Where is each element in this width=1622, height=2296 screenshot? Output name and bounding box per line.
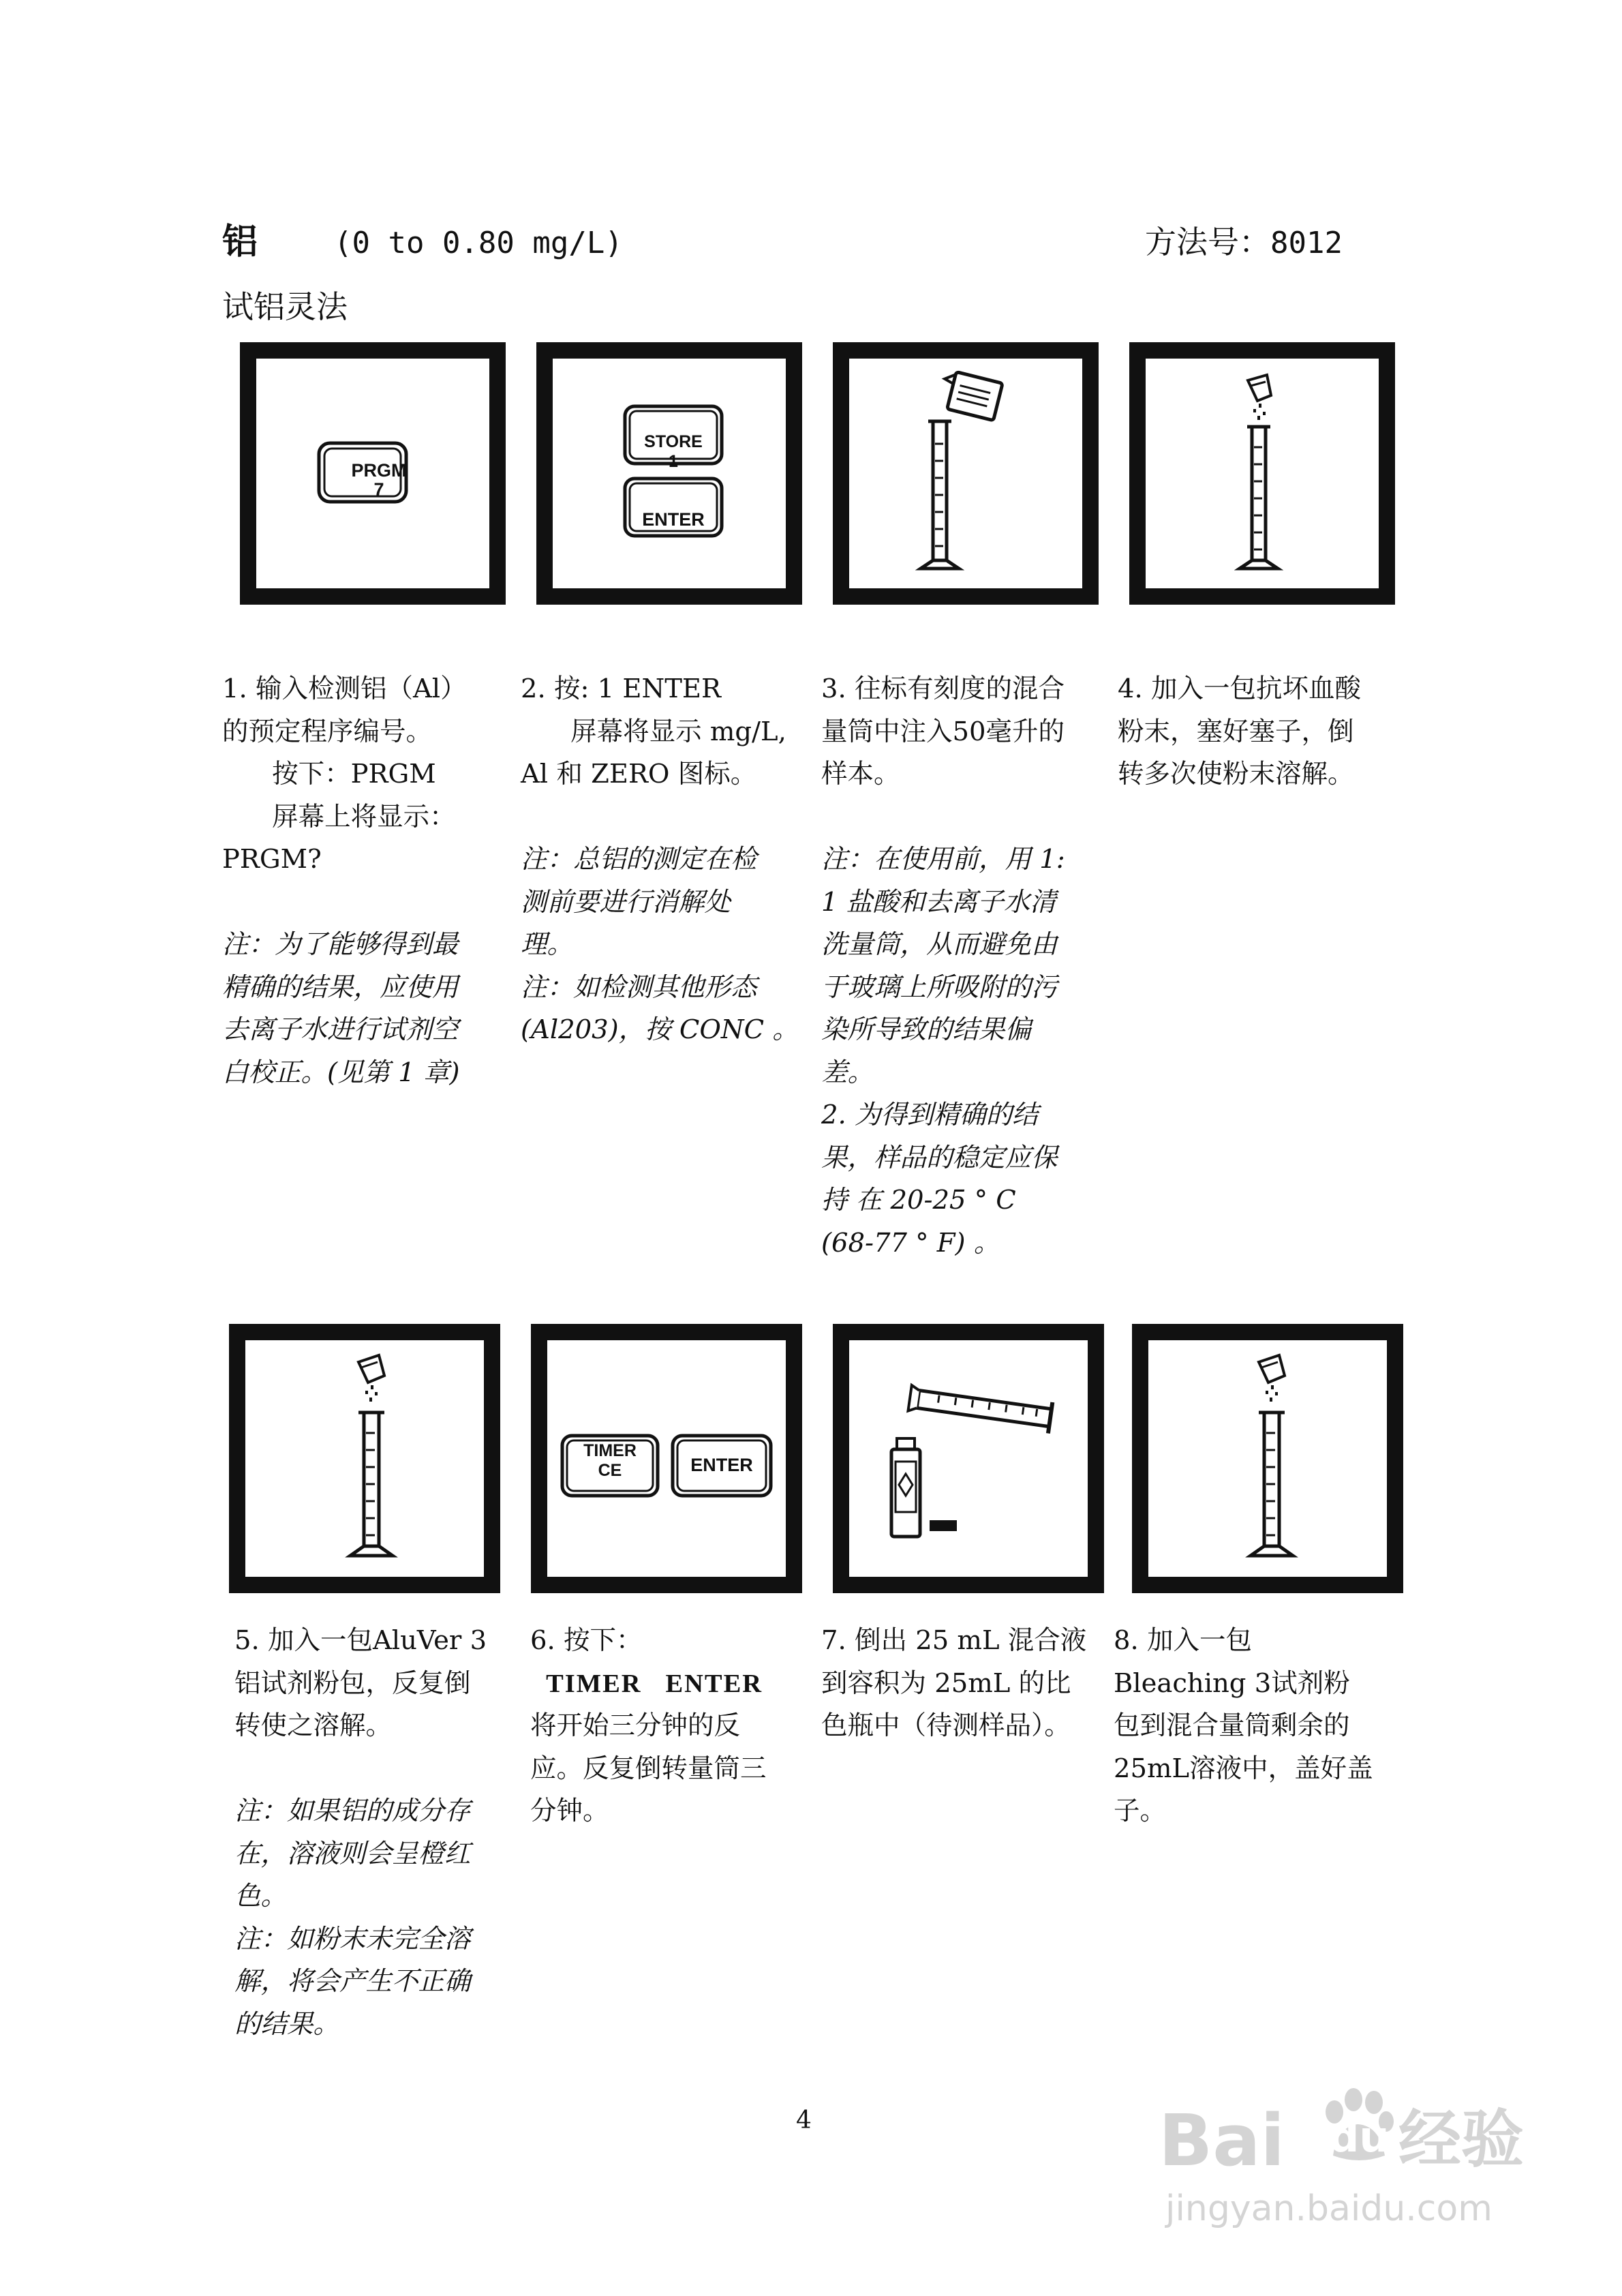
- step-3-note: 果，样品的稳定应保: [821, 1142, 1058, 1173]
- step-2-note: (Al203)，按 CONC 。: [521, 1014, 799, 1045]
- step-4-line: 4. 加入一包抗坏血酸: [1118, 674, 1361, 704]
- method-label: 方法号：: [1145, 224, 1270, 260]
- illustration-panel-3: [833, 342, 1099, 605]
- step-2: [521, 668, 806, 1052]
- illustration-panel-8: [1132, 1324, 1403, 1593]
- step-6: [530, 1620, 815, 1833]
- step-3-note: 1 盐酸和去离子水清: [821, 886, 1056, 918]
- step-6-line: 应。反复倒转量筒三: [530, 1753, 767, 1784]
- step-2-note: 测前要进行消解处: [521, 886, 731, 918]
- step-5-note: 注：如粉末未完全溶: [234, 1923, 471, 1954]
- step-3-note: 染所导致的结果偏: [821, 1014, 1032, 1045]
- prgm-key-label: PRGM: [351, 460, 407, 481]
- method-number-block: [1145, 222, 1343, 264]
- step-3-note: 于玻璃上所吸附的污: [821, 971, 1058, 1003]
- pour-sample-into-cylinder-icon: [849, 359, 1082, 588]
- step-5-line: 5. 加入一包AluVer 3: [234, 1625, 487, 1656]
- illustration-panel-2: [536, 342, 802, 605]
- element-title: 铝: [222, 222, 258, 262]
- step-3-line: 3. 往标有刻度的混合: [821, 674, 1065, 704]
- step-4-line: 转多次使粉末溶解。: [1118, 759, 1354, 789]
- step-3-note: (68-77 ° F) 。: [821, 1227, 1000, 1258]
- step-6-line: 分钟。: [530, 1796, 609, 1826]
- step-3-note: 2. 为得到精确的结: [821, 1100, 1039, 1130]
- step-1-note: 去离子水进行试剂空: [222, 1014, 459, 1045]
- step-3: [821, 668, 1106, 1265]
- enter-key-label: ENTER: [642, 509, 705, 530]
- step-4-line: 粉末，塞好塞子，倒: [1118, 716, 1354, 747]
- step-5-note: 色。: [234, 1881, 288, 1912]
- add-aluver-pillow-icon: [245, 1340, 484, 1577]
- step-5-note: 注：如果铝的成分存: [234, 1796, 471, 1826]
- step-1-note: 白校正。(见第 1 章): [222, 1057, 460, 1088]
- step-1: [222, 668, 507, 1094]
- step-3-note: 注：在使用前，用 1:: [821, 844, 1065, 875]
- step-7-line: 到容积为 25mL 的比: [821, 1667, 1071, 1699]
- add-powder-pillow-icon: [1146, 359, 1379, 588]
- illustration-panel-4: [1129, 342, 1395, 605]
- step-5: [234, 1620, 519, 2046]
- page-number: 4: [796, 2106, 812, 2134]
- step-3-note: 洗量筒，从而避免由: [821, 929, 1058, 960]
- step-3-line: 样本。: [821, 759, 900, 789]
- store-enter-keys-icon: [553, 359, 786, 588]
- ce-key-label: CE: [598, 1461, 622, 1480]
- step-3-note: 差。: [821, 1057, 874, 1088]
- add-bleaching-pillow-icon: [1148, 1340, 1387, 1577]
- step-8-line: 包到混合量筒剩余的: [1114, 1710, 1350, 1741]
- step-6-keywords: TIMER ENTER: [546, 1669, 763, 1698]
- step-8-line: 子。: [1114, 1796, 1167, 1826]
- step-5-line: 铝试剂粉包，反复倒: [234, 1667, 471, 1699]
- step-7: [821, 1620, 1106, 1748]
- baidu-jingyan-watermark: [1159, 2072, 1540, 2250]
- pour-into-sample-cell-icon: [849, 1340, 1088, 1577]
- step-2-line: 2. 按: 1 ENTER: [521, 674, 721, 704]
- step-7-line: 色瓶中（待测样品）。: [821, 1710, 1071, 1741]
- step-6-line: 6. 按下：: [530, 1625, 643, 1656]
- enter-key-label: ENTER: [690, 1455, 753, 1475]
- step-5-note: 在，溶液则会呈橙红: [234, 1838, 471, 1869]
- step-1-line: 的预定程序编号。: [222, 716, 433, 747]
- step-8-line: Bleaching 3试剂粉: [1114, 1667, 1350, 1699]
- method-name: 试铝灵法: [222, 288, 348, 325]
- store-key-number: 1: [669, 452, 678, 471]
- step-8-line: 8. 加入一包: [1114, 1625, 1252, 1656]
- store-key-label: STORE: [644, 432, 703, 451]
- step-5-note: 解，将会产生不正确: [234, 1966, 471, 1997]
- prgm-key-number: 7: [373, 479, 384, 500]
- step-2-note: 理。: [521, 929, 574, 960]
- illustration-panel-7: [833, 1324, 1104, 1593]
- watermark-url: jingyan.baidu.com: [1165, 2188, 1493, 2229]
- measurement-range: (0 to 0.80 mg/L): [334, 226, 623, 260]
- step-1-display: PRGM?: [222, 844, 322, 875]
- step-2-display: Al 和 ZERO 图标。: [521, 759, 757, 789]
- step-1-note: 注：为了能够得到最: [222, 929, 459, 960]
- step-6-line: 将开始三分钟的反: [530, 1710, 741, 1741]
- watermark-jingyan: 经验: [1398, 2103, 1525, 2176]
- step-1-line: 1. 输入检测铝（Al）: [222, 674, 467, 704]
- step-8-line: 25mL溶液中，盖好盖: [1114, 1753, 1373, 1784]
- step-8: [1114, 1620, 1398, 1833]
- watermark-brand-du: du: [1329, 2112, 1390, 2162]
- illustration-panel-5: [229, 1324, 500, 1593]
- step-2-instruction: 屏幕将显示 mg/L,: [570, 716, 786, 747]
- watermark-brand: Bai: [1159, 2099, 1285, 2182]
- step-2-note: 注：如检测其他形态: [521, 971, 757, 1003]
- step-3-note: 持 在 20-25 ° C: [821, 1185, 1016, 1215]
- timer-key-label: TIMER: [583, 1441, 637, 1460]
- step-5-note: 的结果。: [234, 2008, 340, 2040]
- step-1-instruction: 屏幕上将显示：: [272, 801, 456, 832]
- step-7-line: 7. 倒出 25 mL 混合液: [821, 1625, 1087, 1656]
- step-1-instruction: 按下：PRGM: [272, 759, 436, 789]
- step-1-note: 精确的结果，应使用: [222, 971, 459, 1003]
- step-5-line: 转使之溶解。: [234, 1710, 393, 1741]
- step-3-line: 量筒中注入50毫升的: [821, 716, 1065, 747]
- step-4: [1118, 668, 1403, 796]
- illustration-panel-6: [531, 1324, 802, 1593]
- illustration-panel-1: [240, 342, 506, 605]
- step-2-note: 注：总铝的测定在检: [521, 844, 757, 875]
- method-number: 8012: [1270, 226, 1343, 260]
